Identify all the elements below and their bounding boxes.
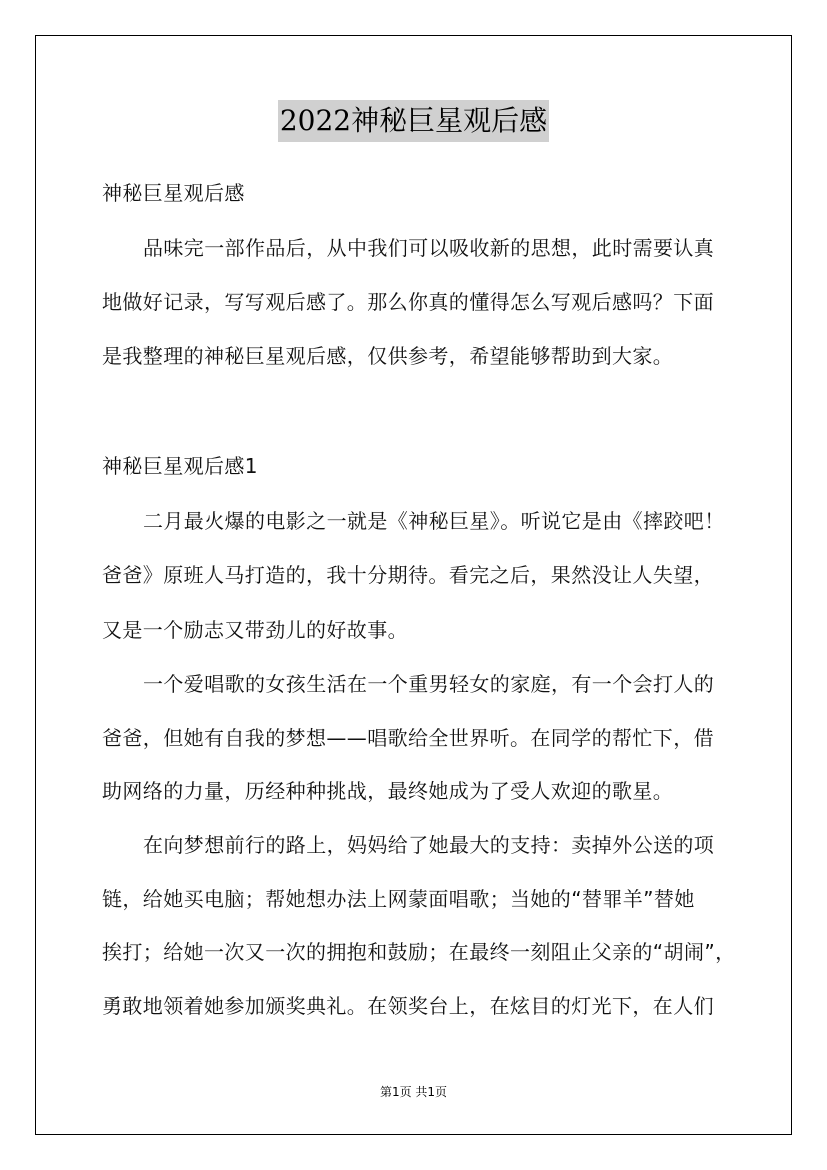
paragraph-line: 挨打；给她一次又一次的拥抱和鼓励；在最终一刻阻止父亲的“胡闹”， (102, 940, 736, 964)
paragraph-line: 在向梦想前行的路上，妈妈给了她最大的支持：卖掉外公送的项 (143, 833, 715, 857)
paragraph-line: 链，给她买电脑；帮她想办法上网蒙面唱歌；当她的“替罪羊”替她 (102, 887, 695, 911)
paragraph-line: 勇敢地领着她参加颁奖典礼。在领奖台上，在炫目的灯光下，在人们 (102, 994, 714, 1018)
intro-line: 是我整理的神秘巨星观后感，仅供参考，希望能够帮助到大家。 (102, 344, 674, 368)
document-title: 2022神秘巨星观后感 (278, 100, 549, 142)
paragraph-line: 二月最火爆的电影之一就是《神秘巨星》。听说它是由《摔跤吧！ (143, 509, 725, 533)
intro-line: 品味完一部作品后，从中我们可以吸收新的思想，此时需要认真 (143, 236, 715, 260)
subtitle: 神秘巨星观后感 (102, 181, 245, 205)
paragraph-line: 一个爱唱歌的女孩生活在一个重男轻女的家庭，有一个会打人的 (143, 672, 715, 696)
paragraph-line: 助网络的力量，历经种种挑战，最终她成为了受人欢迎的歌星。 (102, 779, 674, 803)
page-number-footer: 第1页 共1页 (379, 1085, 448, 1099)
intro-line: 地做好记录，写写观后感了。那么你真的懂得怎么写观后感吗？下面 (102, 290, 714, 314)
paragraph-line: 爸爸，但她有自我的梦想——唱歌给全世界听。在同学的帮忙下，借 (102, 726, 714, 750)
section-heading: 神秘巨星观后感1 (102, 454, 258, 478)
paragraph-line: 又是一个励志又带劲儿的好故事。 (102, 618, 408, 642)
title-container (0, 100, 827, 142)
paragraph-line: 爸爸》原班人马打造的，我十分期待。看完之后，果然没让人失望， (102, 563, 714, 587)
